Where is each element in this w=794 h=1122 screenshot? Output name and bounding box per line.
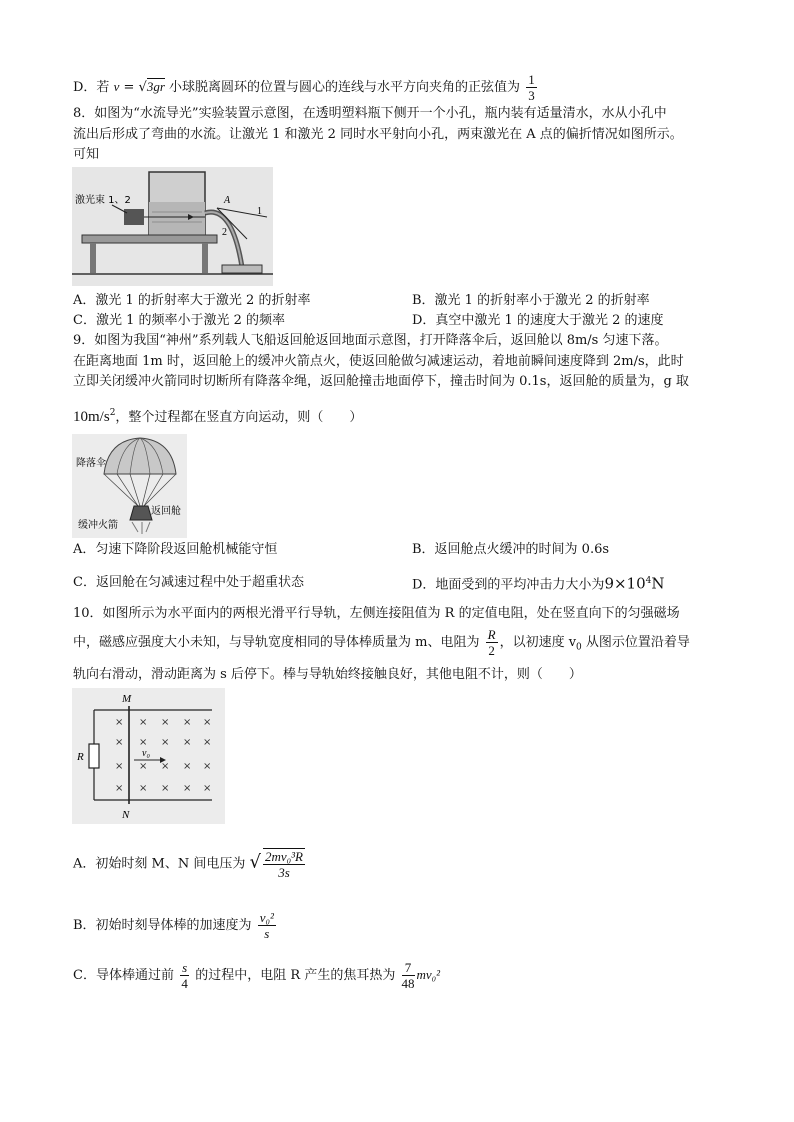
q10-opta-num: 2mv₀³R — [264, 849, 303, 864]
q10-optc-tail: mv₀² — [416, 967, 441, 982]
q10-fig-m: M — [122, 693, 132, 705]
q10-fig-r: R — [77, 751, 84, 763]
q9-stem-3: 立即关闭缓冲火箭同时切断所有降落伞绳，返回舱撞击地面停下，撞击时间为 0.1s，返回舱的质量为，g 取 — [73, 374, 689, 389]
q7-optd-den: 3 — [528, 88, 535, 103]
q8-figure — [72, 167, 273, 286]
q9-optd-exp: 4 — [645, 576, 652, 586]
q10-stem-3: 轨向右滑动，滑动距离为 s 后停下。棒与导轨始终接触良好，其他电阻不计，则（ ） — [73, 667, 582, 682]
q10-stem-2-a: 中，磁感应强度大小未知，与导轨宽度相同的导体棒质量为 m、电阻为 — [73, 635, 480, 650]
q9-stem-1: 9．如图为我国“神州”系列载人飞船返回舱返回地面示意图，打开降落伞后，返回舱以 8m/s 匀速下落。 — [73, 333, 668, 348]
q9-fig-rocket: 缓冲火箭 — [78, 520, 118, 531]
q9-option-a: A．匀速下降阶段返回舱机械能守恒 — [73, 542, 278, 557]
q8-option-b: B．激光 1 的折射率小于激光 2 的折射率 — [412, 293, 650, 308]
q8-fig-a-label: A — [224, 195, 231, 206]
svg-text:×: × — [139, 737, 148, 748]
svg-text:×: × — [161, 717, 170, 728]
q7-optd-num: 1 — [528, 72, 535, 87]
q10-option-c — [73, 960, 440, 991]
q7-optd-eq: = — [123, 80, 135, 95]
q8-stem-2: 流出后形成了弯曲的水流。让激光 1 和激光 2 同时水平射向小孔，两束激光在 A 点的偏折情况如图所示。 — [73, 127, 683, 142]
svg-text:×: × — [139, 717, 148, 728]
parachute-diagram — [72, 434, 187, 538]
q8-fig-1-label: 1 — [257, 206, 262, 217]
q10-stem-2-sub: 0 — [576, 642, 582, 653]
q9-fig-capsule: 返回舱 — [151, 506, 181, 517]
q9-g-exp: 2 — [109, 408, 116, 418]
svg-text:×: × — [183, 761, 192, 772]
svg-text:×: × — [183, 717, 192, 728]
q10-optb-text: B．初始时刻导体棒的加速度为 — [73, 918, 252, 933]
q10-optc-text2: 的过程中，电阻 R 产生的焦耳热为 — [195, 968, 396, 983]
svg-text:×: × — [183, 783, 192, 794]
svg-text:×: × — [115, 717, 124, 728]
q10-optb-fraction — [258, 910, 276, 941]
svg-text:×: × — [139, 783, 148, 794]
q7-optd-sqrt-sign: √ — [138, 80, 147, 95]
q9-option-d — [412, 573, 665, 593]
svg-text:×: × — [161, 737, 170, 748]
svg-text:×: × — [115, 783, 124, 794]
svg-text:×: × — [161, 761, 170, 772]
q10-fig-n: N — [122, 809, 130, 821]
q10-optb-num: v₀² — [259, 910, 274, 925]
q7-optd-sqrt: 3gr — [146, 79, 165, 94]
q10-stem-2-b: ，以初速度 v — [499, 635, 577, 650]
q10-optb-den: s — [264, 926, 270, 941]
q10-option-a: A．初始时刻 M、N 间电压为 √ $\frac{\text{2mv₀³R}}{3s}$ — [73, 849, 303, 880]
q10-option-b — [73, 910, 278, 941]
q9-figure — [72, 434, 187, 538]
svg-text:×: × — [203, 761, 212, 772]
q7-option-d — [73, 72, 539, 103]
q7-optd-prefix: D．若 — [73, 80, 110, 95]
q9-g-value: 10m/s — [73, 409, 110, 425]
q8-stem-3: 可知 — [73, 147, 100, 162]
q9-optd-value: 9×10 — [604, 574, 646, 593]
svg-text:×: × — [115, 737, 124, 748]
q10-opta-text: A．初始时刻 M、N 间电压为 — [73, 856, 246, 872]
q10-optc-fden: 4 — [181, 976, 188, 991]
q10-optc-fraction-1 — [180, 960, 189, 991]
q7-optd-v: v — [113, 79, 120, 94]
q8-stem-1: 8．如图为“水流导光”实验装置示意图，在透明塑料瓶下侧开一个小孔，瓶内装有适量清水，水从小孔中 — [73, 106, 667, 121]
svg-text:×: × — [161, 783, 170, 794]
q10-figure — [72, 688, 225, 824]
q10-stem-2-c: 从图示位置沿着导 — [581, 635, 690, 650]
q10-stem-1: 10．如图所示为水平面内的两根光滑平行导轨，左侧连接阻值为 R 的定值电阻，处在竖直向下的匀强磁场 — [73, 606, 680, 621]
svg-text:×: × — [203, 717, 212, 728]
q10-optc-fraction-2 — [402, 960, 415, 991]
q9-optd-unit: N — [651, 574, 665, 593]
q10-optc-num: 7 — [402, 960, 415, 976]
q10-optc-text1: C．导体棒通过前 — [73, 968, 174, 983]
q10-opta-den: 3s — [278, 865, 290, 880]
q7-optd-text: 小球脱离圆环的位置与圆心的连线与水平方向夹角的正弦值为 — [169, 80, 521, 95]
q9-stem-2: 在距离地面 1m 时，返回舱上的缓冲火箭点火，使返回舱做匀减速运动，着地前瞬间速度降到 2m/s，此时 — [73, 354, 684, 369]
q10-optc-den: 48 — [401, 976, 415, 991]
q10-opta-fraction — [263, 848, 305, 880]
q8-option-c: C．激光 1 的频率小于激光 2 的频率 — [73, 313, 286, 328]
q9-stem-4 — [73, 405, 362, 426]
svg-text:×: × — [203, 737, 212, 748]
svg-text:×: × — [203, 783, 212, 794]
q8-fig-beam-label: 激光束 1、2 — [75, 195, 131, 206]
q10-stem-2 — [73, 627, 690, 658]
q10-resistance-fraction — [486, 627, 498, 658]
q8-option-d: D．真空中激光 1 的速度大于激光 2 的速度 — [412, 313, 664, 328]
q8-fig-2-label: 2 — [222, 227, 227, 238]
svg-text:×: × — [139, 761, 148, 772]
q9-stem-4-rest: ，整个过程都在竖直方向运动，则（ ） — [115, 410, 363, 425]
q7-optd-fraction — [526, 72, 537, 103]
q9-optd-text: D．地面受到的平均冲击力大小为 — [412, 577, 605, 593]
q9-fig-parachute: 降落伞 — [76, 458, 106, 469]
svg-text:×: × — [183, 737, 192, 748]
q10-res-den: 2 — [488, 643, 495, 658]
q9-option-b: B．返回舱点火缓冲的时间为 0.6s — [412, 542, 610, 557]
water-guide-diagram — [72, 167, 273, 286]
svg-text:×: × — [115, 761, 124, 772]
q10-fig-v0: v₀ — [142, 748, 150, 759]
q9-option-c: C．返回舱在匀减速过程中处于超重状态 — [73, 575, 304, 590]
rail-circuit-diagram — [72, 688, 225, 824]
q8-option-a: A．激光 1 的折射率大于激光 2 的折射率 — [73, 293, 311, 308]
q10-optc-fnum: s — [182, 960, 188, 975]
q10-res-num: R — [487, 627, 496, 642]
